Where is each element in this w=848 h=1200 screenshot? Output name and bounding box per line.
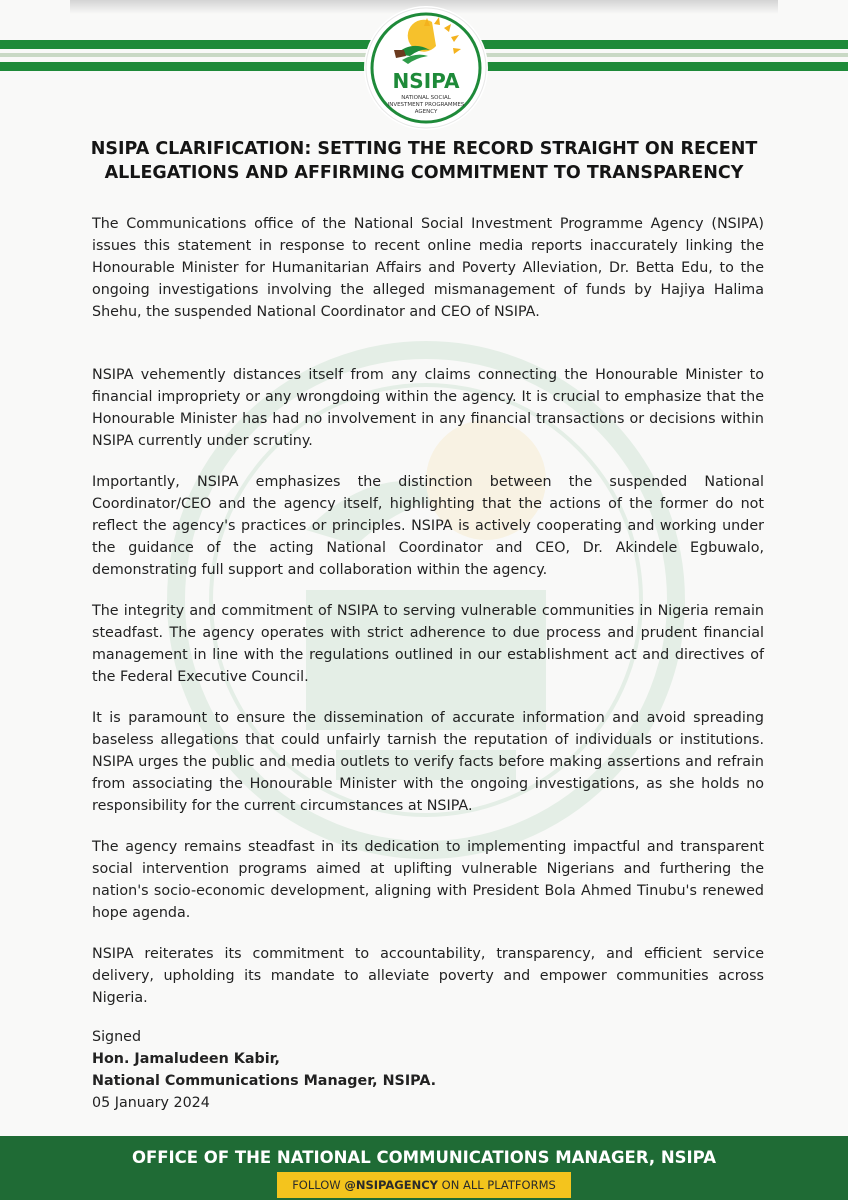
- title-line-1: NSIPA CLARIFICATION: SETTING THE RECORD STRAIGHT ON RECENT: [90, 139, 758, 159]
- follow-prefix: FOLLOW: [292, 1178, 341, 1192]
- document-title: [60, 137, 788, 185]
- signature-block: [92, 1026, 436, 1114]
- paragraph-4: The integrity and commitment of NSIPA to serving vulnerable communities in Nigeria remain steadfast. The agency operates with strict adherence to due process and prudent financial management in line with the regulations outlined in our establishment act and directives of the Federal Executive Council.: [92, 603, 764, 685]
- follow-handle: @NSIPAGENCY: [344, 1178, 438, 1192]
- title-line-2: ALLEGATIONS AND AFFIRMING COMMITMENT TO TRANSPARENCY: [104, 163, 744, 183]
- footer-title: OFFICE OF THE NATIONAL COMMUNICATIONS MANAGER, NSIPA: [131, 1148, 717, 1167]
- signed-label: Signed: [92, 1029, 142, 1045]
- document-date: 05 January 2024: [92, 1095, 210, 1111]
- signatory-name: Hon. Jamaludeen Kabir,: [92, 1051, 280, 1067]
- paragraph-1: The Communications office of the National Social Investment Programme Agency (NSIPA) issues this statement in response to recent online media reports inaccurately linking the Honourable Minister for Humanitarian Affairs and Poverty Alleviation, Dr. Betta Edu, to the ongoing investigations involving the alleged mismanagement of funds by Hajiya Halima Shehu, the suspended National Coordinator and CEO of NSIPA.: [92, 216, 764, 320]
- logo-subtitle-2: INVESTMENT PROGRAMMES: [387, 102, 465, 108]
- paragraph-2: NSIPA vehemently distances itself from any claims connecting the Honourable Minister to financial impropriety or any wrongdoing within the agency. It is crucial to emphasize that the Honourable Minister has had no involvement in any financial transactions or decisions within NSIPA currently under scrutiny.: [92, 367, 764, 449]
- nsipa-logo: [364, 6, 488, 130]
- paragraph-7: NSIPA reiterates its commitment to accountability, transparency, and efficient service delivery, upholding its mandate to alleviate poverty and empower communities across Nigeria.: [92, 946, 764, 1006]
- follow-suffix: ON ALL PLATFORMS: [441, 1178, 556, 1192]
- signatory-title: National Communications Manager, NSIPA.: [92, 1073, 437, 1089]
- follow-banner: [277, 1172, 571, 1198]
- logo-subtitle-1: NATIONAL SOCIAL: [401, 95, 451, 101]
- paragraph-6: The agency remains steadfast in its dedication to implementing impactful and transparent social intervention programs aimed at uplifting vulnerable Nigerians and furthering the nation's socio-economic development, aligning with President Bola Ahmed Tinubu's renewed hope agenda.: [92, 839, 764, 921]
- paragraph-5: It is paramount to ensure the dissemination of accurate information and avoid spreading baseless allegations that could unfairly tarnish the reputation of individuals or institutions. NSIPA urges the public and media outlets to verify facts before making assertions and refrain from associating the Honourable Minister with the ongoing investigations, as she holds no responsibility for the current circumstances at NSIPA.: [92, 710, 764, 814]
- logo-subtitle-3: AGENCY: [414, 109, 438, 115]
- logo-wordmark: NSIPA: [392, 69, 460, 93]
- paragraph-3: Importantly, NSIPA emphasizes the distinction between the suspended National Coordinator/CEO and the agency itself, highlighting that the actions of the former do not reflect the agency's practices or principles. NSIPA is actively cooperating and working under the guidance of the acting National Coordinator and CEO, Dr. Akindele Egbuwalo, demonstrating full support and collaboration within the agency.: [92, 474, 764, 578]
- nsipa-emblem-icon: [364, 6, 488, 130]
